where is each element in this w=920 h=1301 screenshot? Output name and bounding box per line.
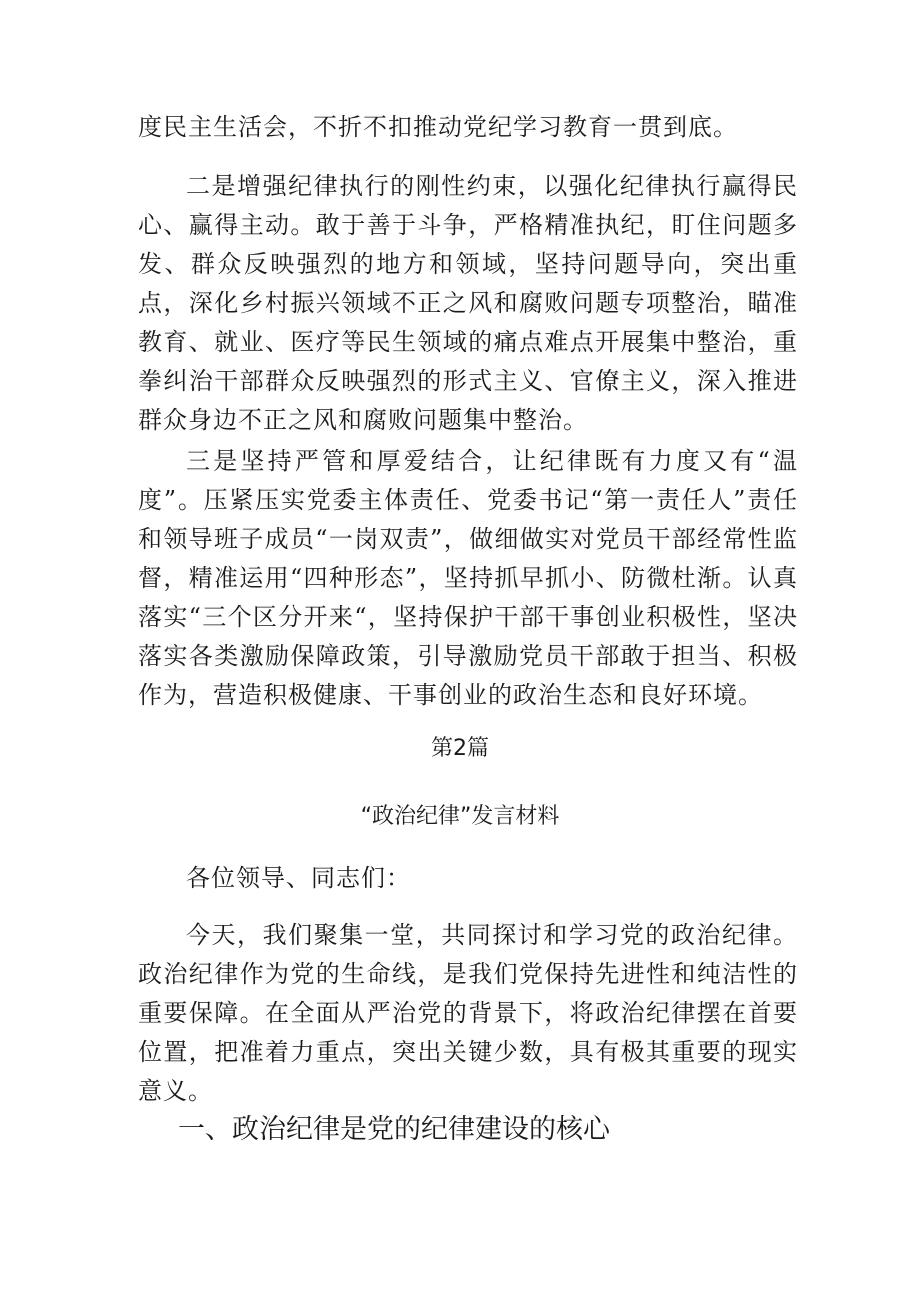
salutation: 各位领导、同志们：	[186, 864, 411, 892]
article-title: “政治纪律”发言材料	[360, 804, 560, 829]
article-number: 第2篇	[431, 736, 489, 761]
intro-paragraph: 今天，我们聚集一堂，共同探讨和学习党的政治纪律。政治纪律作为党的生命线，是我们党保持先进性和纯洁性的重要保障。在全面从严治党的背景下，将政治纪律摆在首要位置，把准着力重点，突出关键少数，具有极其重要的现实意义。	[138, 921, 798, 1105]
section-heading: 一、政治纪律是党的纪律建设的核心	[178, 1114, 610, 1145]
paragraph-three: 三是坚持严管和厚爱结合，让纪律既有力度又有“温度”。压紧压实党委主体责任、党委书记“第一责任人”责任和领导班子成员“一岗双责”，做细做实对党员干部经常性监督，精准运用“四种形态”，坚持抓早抓小、防微杜渐。认真落实“三个区分开来“，坚持保护干部干事创业积极性，坚决落实各类激励保障政策，引导激励党员干部敢于担当、积极作为，营造积极健康、干事创业的政治生态和良好环境。	[138, 447, 798, 709]
continuation-paragraph: 度民主生活会，不折不扣推动党纪学习教育一贯到底。	[138, 113, 738, 141]
paragraph-two: 二是增强纪律执行的刚性约束，以强化纪律执行赢得民心、赢得主动。敢于善于斗争，严格精准执纪，盯住问题多发、群众反映强烈的地方和领域，坚持问题导向，突出重点，深化乡村振兴领域不正之风和腐败问题专项整治，瞄准教育、就业、医疗等民生领域的痛点难点开展集中整治，重拳纠治干部群众反映强烈的形式主义、官僚主义，深入推进群众身边不正之风和腐败问题集中整治。	[138, 172, 798, 434]
